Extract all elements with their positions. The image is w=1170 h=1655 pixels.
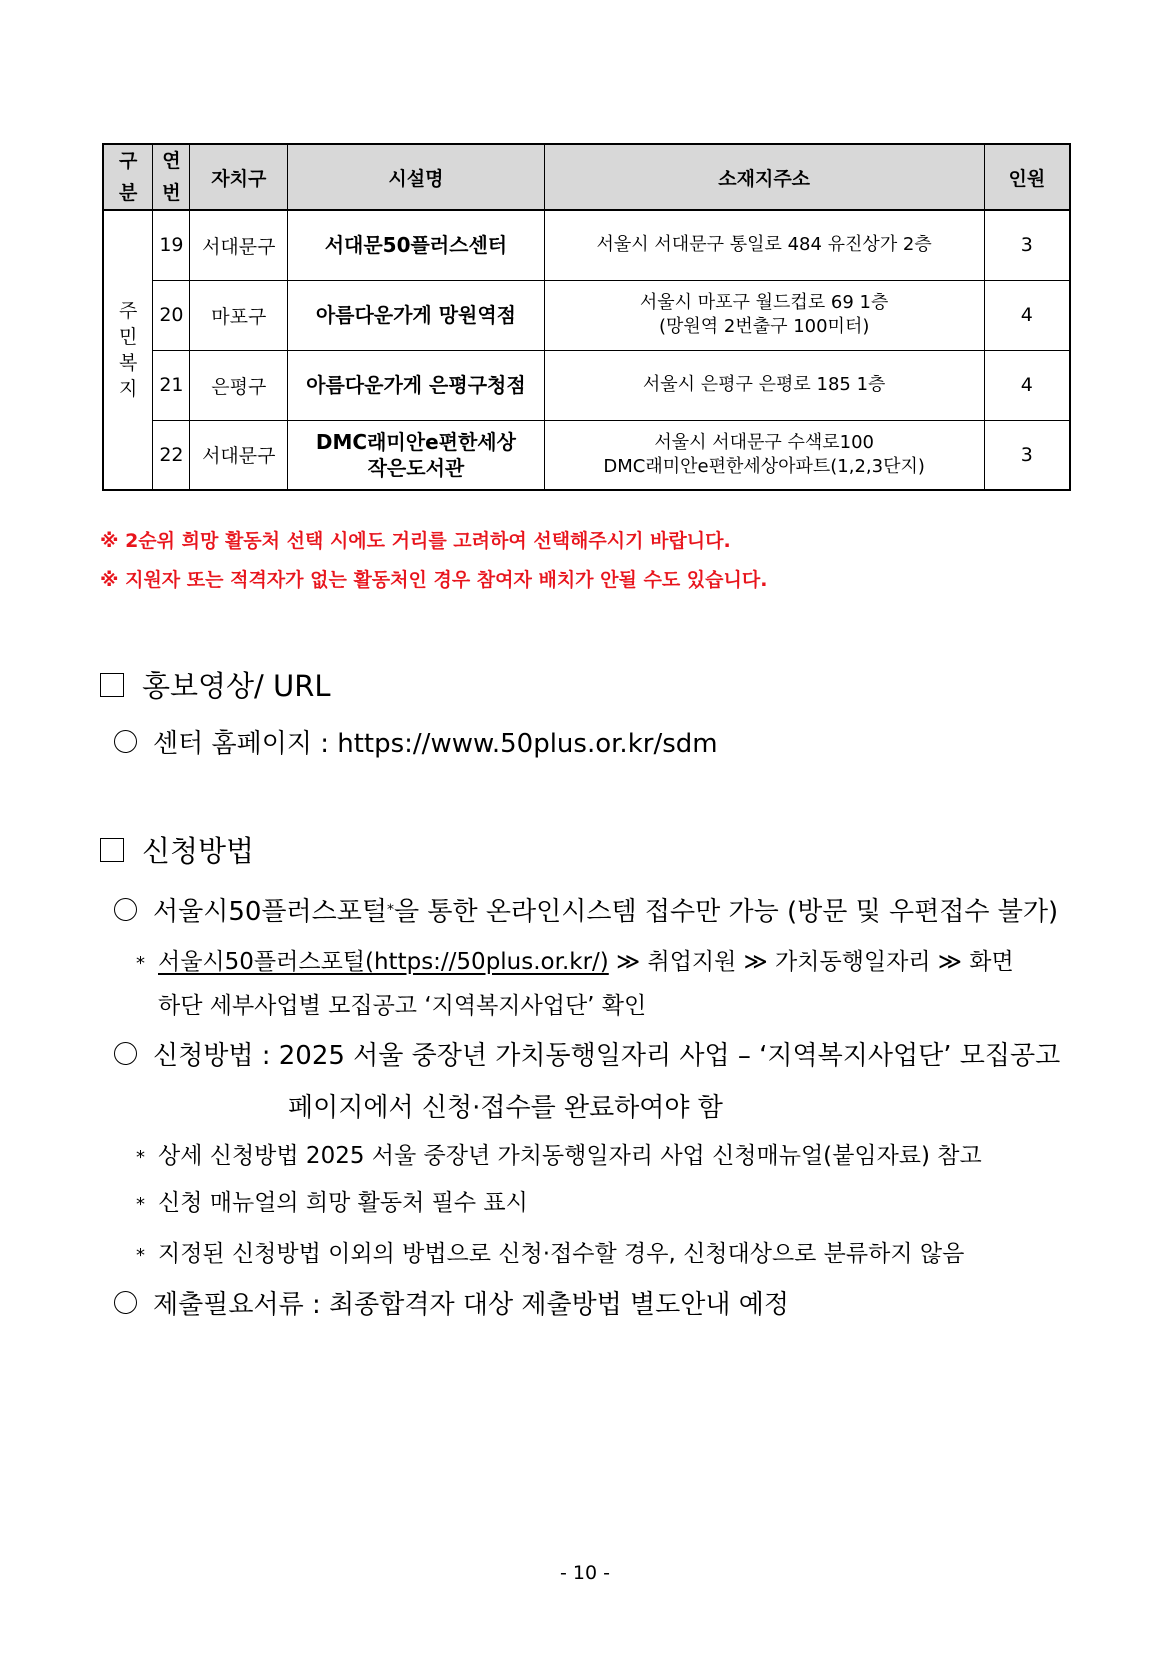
facility-table [102, 143, 1071, 491]
row-facility: 아름다운가게 망원역점 [288, 280, 544, 350]
apply-note-manual: * 상세 신청방법 2025 서울 중장년 가치동행일자리 사업 신청매뉴얼(붙임자료) 참고 [136, 1143, 982, 1169]
row-count: 4 [984, 280, 1070, 350]
row-address: 서울시 마포구 월드컵로 69 1층 (망원역 2번출구 100미터) [544, 280, 984, 350]
table-row [103, 280, 1070, 350]
category-cell: 주 민 복 지 [103, 210, 153, 490]
row-address: 서울시 은평구 은평로 185 1층 [544, 350, 984, 420]
row-count: 3 [984, 420, 1070, 490]
row-count: 3 [984, 210, 1070, 280]
row-number: 20 [153, 280, 190, 350]
table-header-row [103, 144, 1070, 210]
circle-bullet-icon [114, 898, 137, 921]
apply-note-portal-line2: 하단 세부사업별 모집공고 ‘지역복지사업단’ 확인 [158, 993, 647, 1019]
header-number: 연 번 [153, 144, 190, 210]
section-promo-title: 홍보영상/ URL [100, 664, 331, 705]
row-district: 마포구 [190, 280, 288, 350]
circle-bullet-icon [114, 1291, 137, 1314]
header-facility: 시설명 [288, 144, 544, 210]
header-address: 소재지주소 [544, 144, 984, 210]
row-number: 19 [153, 210, 190, 280]
apply-note-required: * 신청 매뉴얼의 희망 활동처 필수 표시 [136, 1190, 528, 1216]
row-district: 은평구 [190, 350, 288, 420]
apply-item-online: 서울시50플러스포털 * 을 통한 온라인시스템 접수만 가능 (방문 및 우편접수 불가) [114, 891, 1058, 928]
homepage-text: 센터 홈페이지 : https://www.50plus.or.kr/sdm [153, 729, 718, 759]
section-apply-title: 신청방법 [100, 829, 254, 870]
row-facility: DMC래미안e편한세상 작은도서관 [288, 420, 544, 490]
header-district: 자치구 [190, 144, 288, 210]
row-address: 서울시 서대문구 통일로 484 유진상가 2층 [544, 210, 984, 280]
circle-bullet-icon [114, 730, 137, 753]
checkbox-square-icon [100, 838, 124, 862]
portal-link[interactable]: 서울시50플러스포털(https://50plus.or.kr/) [158, 949, 609, 975]
row-address: 서울시 서대문구 수색로100 DMC래미안e편한세상아파트(1,2,3단지) [544, 420, 984, 490]
circle-bullet-icon [114, 1042, 137, 1065]
row-number: 21 [153, 350, 190, 420]
header-count: 인원 [984, 144, 1070, 210]
header-category: 구 분 [103, 144, 153, 210]
apply-note-other: * 지정된 신청방법 이외의 방법으로 신청·접수할 경우, 신청대상으로 분류하지 않음 [136, 1241, 965, 1267]
table-row [103, 210, 1070, 280]
row-facility: 서대문50플러스센터 [288, 210, 544, 280]
note-distance: ※ 2순위 희망 활동처 선택 시에도 거리를 고려하여 선택해주시기 바랍니다. [100, 530, 731, 552]
checkbox-square-icon [100, 673, 124, 697]
note-no-applicant: ※ 지원자 또는 적격자가 없는 활동처인 경우 참여자 배치가 안될 수도 있습니다. [100, 569, 768, 591]
promo-homepage-item [114, 723, 718, 760]
apply-note-portal: * 서울시50플러스포털(https://50plus.or.kr/) ≫ 취업지원 ≫ 가치동행일자리 ≫ 화면 [136, 949, 1014, 975]
row-count: 4 [984, 350, 1070, 420]
table-row [103, 420, 1070, 490]
apply-item-method-line2: 페이지에서 신청·접수를 완료하여야 함 [288, 1093, 723, 1123]
table-row [103, 350, 1070, 420]
apply-item-documents: 제출필요서류 : 최종합격자 대상 제출방법 별도안내 예정 [114, 1284, 789, 1321]
row-facility: 아름다운가게 은평구청점 [288, 350, 544, 420]
row-district: 서대문구 [190, 420, 288, 490]
apply-item-method: 신청방법 : 2025 서울 중장년 가치동행일자리 사업 – ‘지역복지사업단’ 모집공고 [114, 1035, 1060, 1072]
page-number: - 10 - [560, 1562, 610, 1584]
row-number: 22 [153, 420, 190, 490]
row-district: 서대문구 [190, 210, 288, 280]
